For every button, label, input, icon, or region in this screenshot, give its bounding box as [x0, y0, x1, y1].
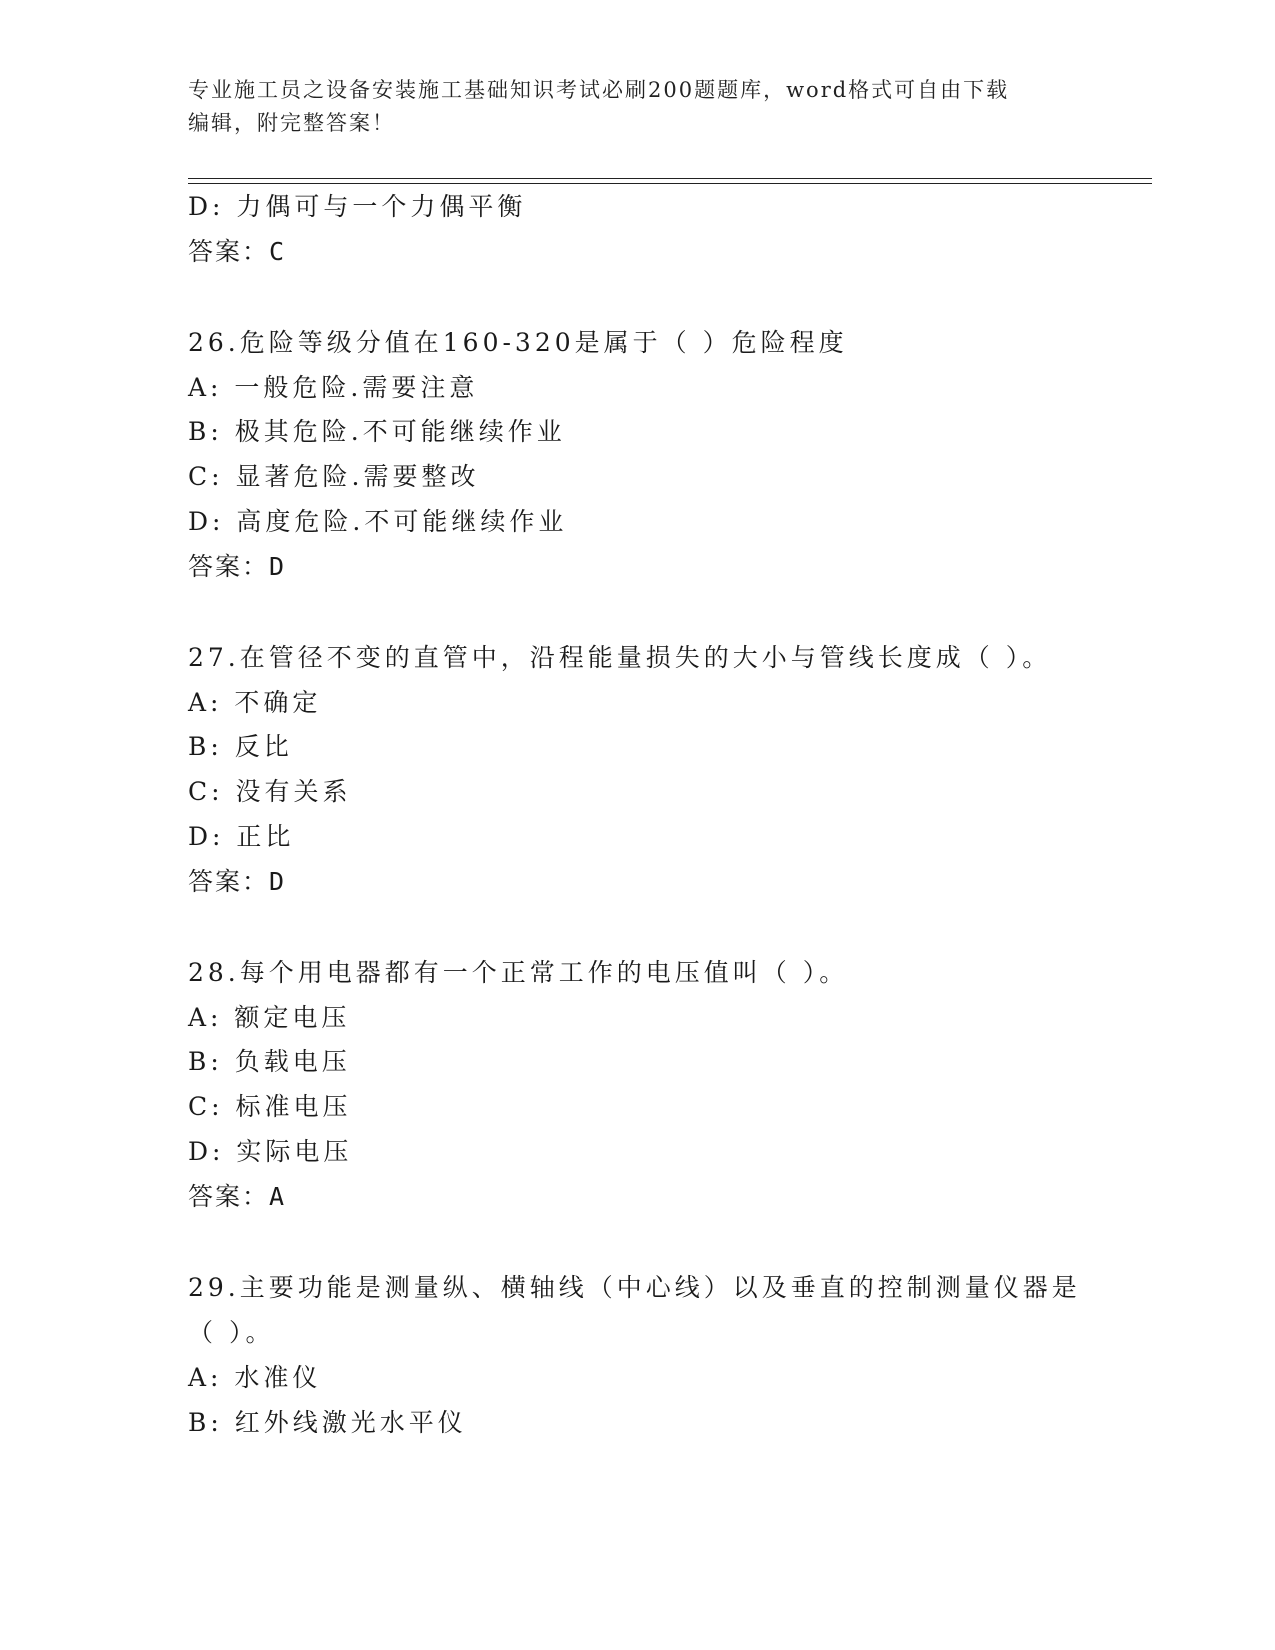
- answer-value: D: [269, 552, 285, 581]
- q27-option-b: B: 反比: [188, 732, 293, 761]
- q29-stem-line-2: （ ）。: [188, 1318, 275, 1347]
- q27-stem: 27.在管径不变的直管中，沿程能量损失的大小与管线长度成（ ）。: [188, 643, 1052, 672]
- answer-label: 答案：: [188, 1182, 270, 1211]
- answer-value: D: [269, 867, 285, 896]
- answer-value: A: [269, 1182, 285, 1211]
- q26-answer: [188, 550, 284, 584]
- q29-stem-line-1: 29.主要功能是测量纵、横轴线（中心线）以及垂直的控制测量仪器是: [188, 1273, 1081, 1302]
- q26-option-a: A: 一般危险.需要注意: [188, 373, 479, 402]
- q28-option-b: B: 负载电压: [188, 1047, 351, 1076]
- answer-label: 答案：: [188, 552, 270, 581]
- q27-option-d: D: 正比: [188, 822, 295, 851]
- q29-option-a: A: 水准仪: [188, 1363, 322, 1392]
- answer-label: 答案：: [188, 867, 270, 896]
- prev-option-d: D: 力偶可与一个力偶平衡: [188, 192, 527, 221]
- header-divider-top: [188, 178, 1152, 179]
- q27-option-a: A: 不确定: [188, 688, 322, 717]
- q26-stem: 26.危险等级分值在160-320是属于（ ）危险程度: [188, 328, 848, 357]
- q26-option-b: B: 极其危险.不可能继续作业: [188, 417, 566, 446]
- q26-option-d: D: 高度危险.不可能继续作业: [188, 507, 568, 536]
- header-line-2: 编辑，附完整答案！: [188, 111, 395, 135]
- q27-option-c: C: 没有关系: [188, 777, 352, 806]
- header-line-1: 专业施工员之设备安装施工基础知识考试必刷200题题库，word格式可自由下载: [188, 78, 1010, 102]
- q27-answer: [188, 865, 284, 899]
- prev-answer: [188, 235, 284, 269]
- q29-option-b: B: 红外线激光水平仪: [188, 1408, 467, 1437]
- q28-option-c: C: 标准电压: [188, 1092, 352, 1121]
- q28-answer: [188, 1180, 284, 1214]
- header-divider-bottom: [188, 183, 1152, 184]
- document-header: [188, 74, 1068, 140]
- answer-label: 答案：: [188, 237, 270, 266]
- q26-option-c: C: 显著危险.需要整改: [188, 462, 480, 491]
- answer-value: C: [269, 237, 285, 266]
- q28-option-d: D: 实际电压: [188, 1137, 353, 1166]
- q28-stem: 28.每个用电器都有一个正常工作的电压值叫（ ）。: [188, 958, 849, 987]
- q28-option-a: A: 额定电压: [188, 1003, 351, 1032]
